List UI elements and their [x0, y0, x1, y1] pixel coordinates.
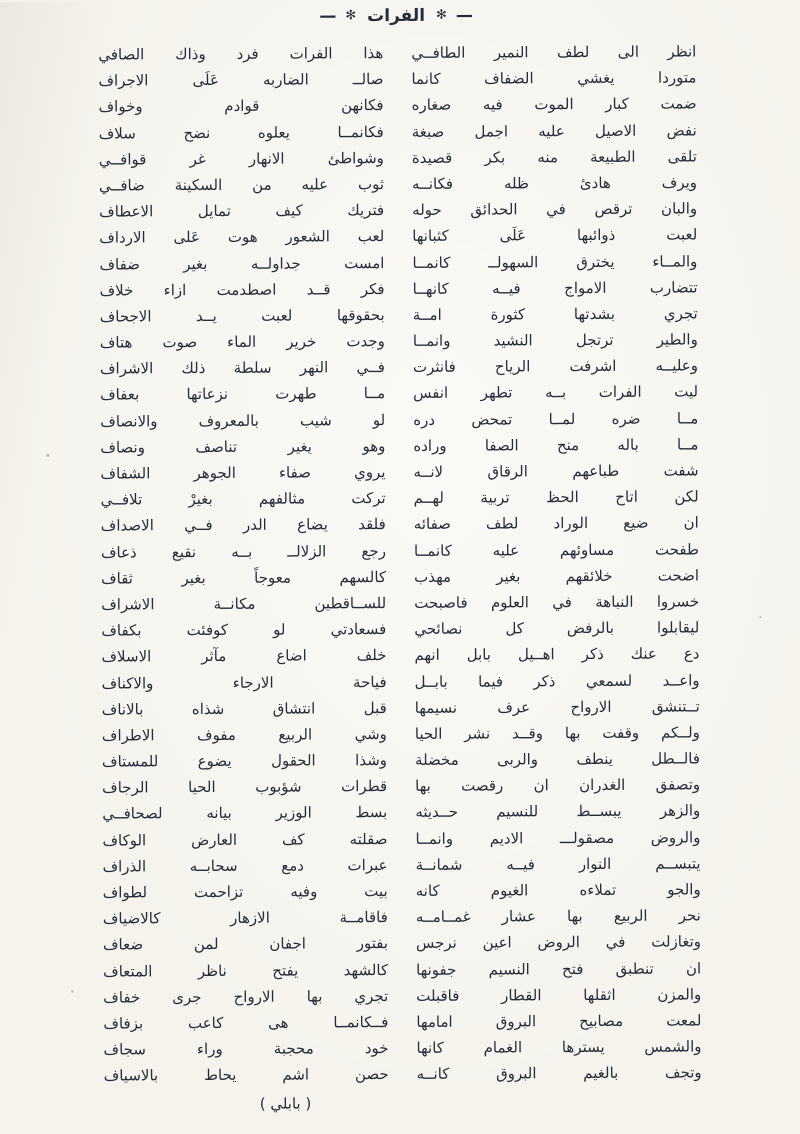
hemistich-second: فياحة الارجاء والاكناف: [102, 672, 388, 693]
hemistich-first: ضمت كبار الموت فيه صغاره: [412, 94, 698, 115]
verse-row: [100, 117, 698, 146]
hemistich-second: صقلته كف العارض الوكاف: [103, 829, 389, 850]
verse-row: [102, 536, 700, 565]
hemistich-second: فسعادتي لو كوفئت بكفاف: [102, 620, 388, 640]
verse-row: [99, 65, 697, 94]
verse-row: [101, 457, 699, 486]
hemistich-second: خلف اضاع مآثر الاسلاف: [102, 646, 388, 666]
hemistich-first: والزهر يبســط للنسيم حــديثه: [416, 801, 702, 822]
hemistich-first: واعــد لسمعي ذكر فيما بابــل: [415, 670, 701, 691]
hemistich-first: يتبســم النوار فيــه شمانــة: [416, 854, 702, 874]
title-dash-right: —: [456, 5, 474, 26]
verse-row: [103, 719, 701, 748]
hemistich-first: دع عنك ذكر اهــيل بابل انهم: [415, 644, 701, 665]
hemistich-first: ويرف هادئ ظله فكانــه: [412, 173, 699, 193]
verse-row: [100, 169, 698, 198]
hemistich-second: رجع الزلالــ بــه نقيع ذعاف: [101, 541, 387, 562]
hemistich-first: والطير ترتجل النشيد وانمــا: [413, 330, 699, 350]
verse-row: [104, 981, 702, 1010]
hemistich-first: ليت الفرات بــه تطهر انفس: [414, 382, 700, 403]
hemistich-second: صالــ الضاربه عَلَى الاجراف: [99, 70, 385, 90]
verse-row: [103, 772, 701, 801]
hemistich-first: فالــطل ينطف والربى مخضلة: [415, 749, 702, 769]
hemistich-second: تجري بها الارواح جرى خفاف: [104, 986, 390, 1007]
hemistich-first: تــتنشق الارواح عرف نسيمها: [415, 697, 701, 717]
poem-title: الفرات: [368, 5, 427, 27]
verse-row: [103, 745, 701, 774]
hemistich-first: خسروا النباهة في العلوم فاصبحت: [415, 592, 701, 612]
hemistich-second: فتريك كيف تمايل الاعطاف: [100, 201, 386, 221]
hemistich-first: متوردا يغشي الضفاف كانما: [412, 68, 698, 89]
verse-row: [103, 667, 701, 696]
verse-row: [104, 955, 702, 984]
hemistich-second: فكر قــد اصطدمت ازاء خلاف: [100, 279, 386, 300]
hemistich-first: لكن اتاح الحظ تربية لهــم: [414, 487, 700, 508]
hemistich-second: يروي صفاء الجوهر الشفاف: [101, 463, 387, 483]
verse-row: [104, 850, 702, 879]
hemistich-first: لعبت ذوائبها عَلَى كثبانها: [413, 225, 699, 246]
hemistich-first: والشمس يسترها الغمام كانها: [417, 1037, 703, 1058]
hemistich-second: امست جداولــه بغير ضفاف: [100, 253, 386, 274]
verse-row: [101, 326, 699, 355]
verse-row: [101, 431, 699, 460]
title-dash-left: —: [320, 6, 338, 27]
hemistich-first: وتغازلت في الروض اعين نرجس: [416, 932, 703, 953]
verse-row: [103, 693, 701, 722]
hemistich-first: ان تنطبق فتح النسيم جفونها: [417, 958, 703, 979]
verse-row: [104, 903, 702, 932]
verse-row: [101, 300, 699, 329]
hemistich-first: تجري بشدتها كثورة امــة: [413, 304, 699, 324]
verse-row: [104, 1034, 702, 1063]
verse-row: [102, 615, 700, 644]
hemistich-first: نحر الربيع بها عشار غمــامــه: [416, 906, 702, 927]
hemistich-second: وجدت خرير الماء صوت هتاف: [100, 332, 386, 352]
hemistich-first: والروض مصقولـــ الاديم وانمــا: [416, 828, 702, 848]
hemistich-first: تتضارب الامواج فيــه كانهــا: [413, 278, 699, 298]
hemistich-second: فكانمــا يعلوه نضح سلاف: [99, 122, 385, 143]
verse-row: [101, 379, 699, 408]
hemistich-second: بسط الوزير بيانه لصحافــي: [103, 803, 389, 823]
hemistich-second: وشواطئ الانهار غر قوافــي: [99, 148, 385, 169]
hemistich-first: نفض الاصيل عليه اجمل صبغة: [412, 120, 698, 141]
verse-row: [103, 824, 701, 853]
signature-row: [105, 1092, 703, 1113]
signature-spacer: [495, 1092, 703, 1111]
hemistich-first: وتجف بالغيم البروق كانــه: [417, 1063, 703, 1084]
hemistich-second: وشذا الحقول يضوع للمستاف: [102, 751, 389, 771]
hemistich-second: قبل انتشاق شذاه بالاناف: [102, 698, 388, 719]
poem-title-row: [0, 4, 797, 28]
hemistich-second: فكانهن قوادم وخواف: [99, 96, 385, 116]
verse-row: [103, 798, 701, 827]
hemistich-second: بيت وفيه تزاحمت لطواف: [103, 882, 389, 902]
hemistich-first: ولــكم وقفت بها وقــد نشر الحيا: [415, 723, 701, 743]
hemistich-second: وهو يغير تناصف ونصاف: [101, 436, 387, 457]
hemistich-second: قطرات شؤبوب الحيا الرجاف: [103, 777, 389, 797]
hemistich-second: لعب الشعور هوت عَلى الارداف: [100, 227, 386, 247]
hemistich-first: ليقابلوا بالرفض كل نصائحي: [415, 618, 701, 639]
ink-speck: [760, 616, 762, 618]
hemistich-second: بفتور اجفان لمن ضعاف: [103, 934, 390, 954]
verse-row: [101, 405, 699, 434]
verse-row: [100, 196, 698, 225]
verse-row: [100, 91, 698, 120]
ink-speck: [72, 990, 74, 993]
hemistich-first: والمــاء يخترق السهولــ كانمــا: [413, 251, 699, 272]
verse-row: [102, 484, 700, 513]
verse-row: [102, 562, 700, 591]
hemistich-second: تركت مثالفهم بغيرْ تلافــي: [101, 489, 387, 509]
hemistich-first: طفحت مساوئهم عليه كانمــا: [414, 539, 700, 560]
hemistich-first: ان ضيع الوراد لطف صفائه: [414, 513, 700, 534]
hemistich-first: انظر الى لطف النمير الطافــي: [412, 42, 698, 62]
hemistich-second: هذا الفرات فرد وذاك الصافي: [99, 44, 385, 64]
verse-row: [100, 248, 698, 277]
verse-row: [104, 929, 702, 958]
verse-row: [102, 641, 700, 670]
hemistich-second: ثوب عليه من السكينة ضافــي: [99, 175, 386, 195]
verse-row: [100, 222, 698, 251]
hemistich-second: للســاقطين مكانــة الاشراف: [102, 594, 388, 614]
hemistich-first: مــا ضره لمــا تمحض دره: [414, 409, 700, 429]
verse-row: [100, 274, 698, 303]
flower-ornament-left: ✻: [346, 8, 358, 24]
hemistich-first: وتصفق الغدران ان رقصت بها: [416, 775, 702, 796]
hemistich-second: فــي النهر سلطة ذلك الاشراف: [100, 358, 387, 378]
poet-signature: ( بابلي ): [260, 1093, 313, 1113]
hemistich-first: لمعت مصابيح البروق امامها: [417, 1011, 703, 1031]
verse-row: [101, 353, 699, 382]
hemistich-second: خود محجبة وراء سجاف: [104, 1039, 390, 1059]
hemistich-second: فاقامــة الازهار كالاضياف: [103, 908, 389, 928]
verse-row: [100, 143, 698, 172]
verse-row: [99, 38, 697, 67]
hemistich-first: اضحت خلائقهم بغير مهذب: [415, 566, 701, 586]
hemistich-first: تلقى الطبيعة منه بكر قصيدة: [412, 147, 698, 167]
hemistich-second: فلقد يضاع الدر فــي الاصداف: [101, 515, 387, 535]
hemistich-first: والجو تملاءه الغيوم كانه: [416, 880, 702, 900]
hemistich-second: وشي الربيع مفوف الاطراف: [102, 724, 388, 745]
hemistich-first: شفت طباعهم الرقاق لانــه: [414, 461, 700, 481]
hemistich-first: والبان ترقص في الحدائق حوله: [413, 199, 699, 220]
hemistich-second: مــا طهرت نزعاتها بعفاف: [101, 384, 387, 405]
hemistich-first: والمزن اثقلها القطار فاقبلت: [417, 985, 703, 1005]
verse-row: [104, 876, 702, 905]
hemistich-first: وعليــه اشرفت الرياح فانثرت: [413, 356, 700, 377]
hemistich-second: بحقوقها لعبت يــد الاجحاف: [100, 305, 386, 326]
verse-row: [102, 510, 700, 539]
hemistich-second: حصن اشم يحاط بالاسياف: [104, 1065, 390, 1085]
hemistich-second: كالشهد يفتح ناظر المتعاف: [104, 960, 390, 981]
verse-row: [102, 588, 700, 617]
verse-row: [105, 1060, 703, 1089]
verse-row: [104, 1007, 702, 1036]
hemistich-second: كالسهم معوجاً بغير ثقاف: [102, 567, 388, 588]
flower-ornament-right: ✻: [436, 7, 448, 23]
hemistich-second: فــكانمــا هى كاعب بزفاف: [104, 1012, 390, 1033]
hemistich-second: لو شيب بالمعروف والانصاف: [101, 410, 387, 431]
hemistich-first: مــا باله منح الصفا وراده: [414, 435, 700, 455]
hemistich-second: عبرات دمع سحابــه الذراف: [103, 855, 389, 876]
poem-body: [99, 38, 702, 1089]
poem-columns: [99, 38, 703, 1113]
ink-speck: [47, 454, 50, 457]
